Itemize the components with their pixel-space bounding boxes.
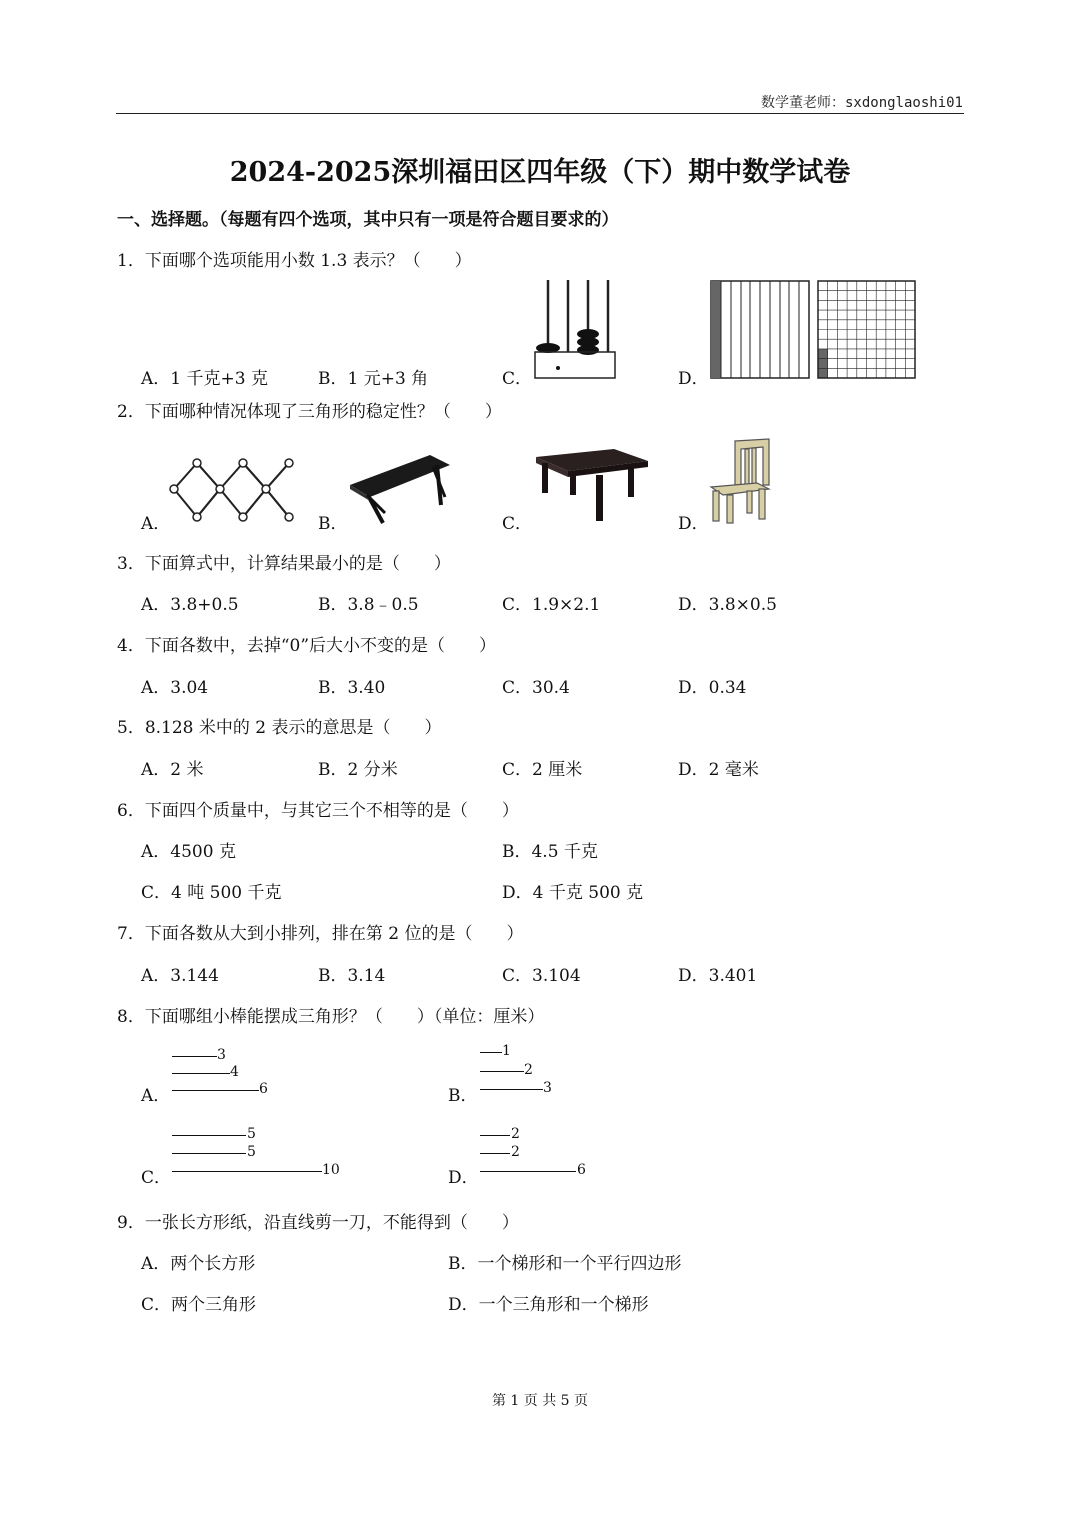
stick-label: 3: [543, 1080, 552, 1096]
q9-option-c: C．两个三角形: [141, 1295, 257, 1315]
section-heading: 一、选择题。（每题有四个选项，其中只有一项是符合题目要求的）: [117, 210, 619, 230]
q6-option-d: D．4 千克 500 克: [502, 883, 644, 903]
q8-option-a: A．: [141, 1086, 171, 1106]
q5-option-c: C．2 厘米: [502, 760, 583, 780]
q3-option-c: C．1.9×2.1: [502, 595, 601, 615]
stick: [172, 1090, 259, 1091]
stick: [480, 1153, 510, 1154]
q1-option-c: C．: [502, 369, 533, 389]
header-rule: [116, 113, 964, 114]
question-7-stem: 7．下面各数从大到小排列，排在第 2 位的是（ ）: [117, 924, 524, 944]
stick-label: 3: [217, 1047, 226, 1063]
question-8-stem: 8．下面哪组小棒能摆成三角形？（ ）（单位：厘米）: [117, 1007, 545, 1027]
stick-label: 6: [259, 1081, 268, 1097]
question-6-stem: 6．下面四个质量中，与其它三个不相等的是（ ）: [117, 801, 519, 821]
stick-label: 2: [511, 1144, 520, 1160]
stick-label: 2: [524, 1062, 533, 1078]
q1-option-b: B．1 元+3 角: [318, 369, 429, 389]
q9-option-a: A．两个长方形: [141, 1254, 256, 1274]
stick-label: 1: [502, 1043, 511, 1059]
stick: [172, 1056, 217, 1057]
stick-label: 4: [230, 1064, 239, 1080]
page-footer: 第 1 页 共 5 页: [491, 1393, 589, 1409]
q1-option-d: D．: [678, 369, 709, 389]
stick: [480, 1135, 510, 1136]
q1-option-a: A．1 千克+3 克: [141, 369, 268, 389]
question-5-stem: 5．8.128 米中的 2 表示的意思是（ ）: [117, 718, 442, 738]
q6-option-c: C．4 吨 500 千克: [141, 883, 282, 903]
q6-option-b: B．4.5 千克: [502, 842, 598, 862]
q3-option-a: A．3.8+0.5: [141, 595, 239, 615]
q4-option-a: A．3.04: [141, 678, 209, 698]
stick: [480, 1052, 502, 1053]
q2-option-a: A．: [141, 514, 171, 534]
q4-option-c: C．30.4: [502, 678, 570, 698]
q8-option-c: C．: [141, 1168, 172, 1188]
stick: [172, 1073, 230, 1074]
q4-option-d: D．0.34: [678, 678, 747, 698]
stick: [172, 1135, 246, 1136]
question-1-stem: 1．下面哪个选项能用小数 1.3 表示？（ ）: [117, 251, 472, 271]
q2-option-b: B．: [318, 514, 348, 534]
q2-option-d: D．: [678, 514, 709, 534]
stick-label: 5: [247, 1144, 256, 1160]
q7-option-c: C．3.104: [502, 966, 581, 986]
chair-figure: [707, 437, 777, 527]
q3-option-b: B．3.8﹣0.5: [318, 595, 419, 615]
question-9-stem: 9．一张长方形纸，沿直线剪一刀，不能得到（ ）: [117, 1213, 519, 1233]
q7-option-a: A．3.144: [141, 966, 219, 986]
q3-option-d: D．3.8×0.5: [678, 595, 777, 615]
lattice-gate-figure: [168, 457, 300, 527]
q8-option-d: D．: [448, 1168, 479, 1188]
question-3-stem: 3．下面算式中，计算结果最小的是（ ）: [117, 554, 451, 574]
question-4-stem: 4．下面各数中，去掉“0”后大小不变的是（ ）: [117, 636, 497, 656]
stick-label: 5: [247, 1126, 256, 1142]
q4-option-b: B．3.40: [318, 678, 386, 698]
q6-option-a: A．4500 克: [141, 842, 236, 862]
q5-option-a: A．2 米: [141, 760, 204, 780]
stick-label: 2: [511, 1126, 520, 1142]
stick: [480, 1071, 524, 1072]
q7-option-d: D．3.401: [678, 966, 758, 986]
q5-option-b: B．2 分米: [318, 760, 398, 780]
stick-label: 10: [322, 1162, 340, 1178]
stick-label: 6: [577, 1162, 586, 1178]
question-2-stem: 2．下面哪种情况体现了三角形的稳定性？（ ）: [117, 402, 502, 422]
page-title: 2024-2025深圳福田区四年级（下）期中数学试卷: [229, 157, 851, 188]
stick: [172, 1171, 322, 1172]
table-figure: [532, 447, 652, 525]
header-text: 数学董老师：sxdonglaoshi01: [760, 95, 963, 111]
stick: [480, 1089, 543, 1090]
q8-option-b: B．: [448, 1086, 478, 1106]
stick: [172, 1153, 246, 1154]
q2-option-c: C．: [502, 514, 533, 534]
q5-option-d: D．2 毫米: [678, 760, 759, 780]
stick: [480, 1171, 576, 1172]
q7-option-b: B．3.14: [318, 966, 386, 986]
decimal-grid-figure: [710, 280, 920, 380]
q9-option-d: D．一个三角形和一个梯形: [448, 1295, 649, 1315]
q9-option-b: B．一个梯形和一个平行四边形: [448, 1254, 682, 1274]
abacus-figure: [530, 278, 620, 382]
bracket-shelf-figure: [345, 453, 455, 527]
